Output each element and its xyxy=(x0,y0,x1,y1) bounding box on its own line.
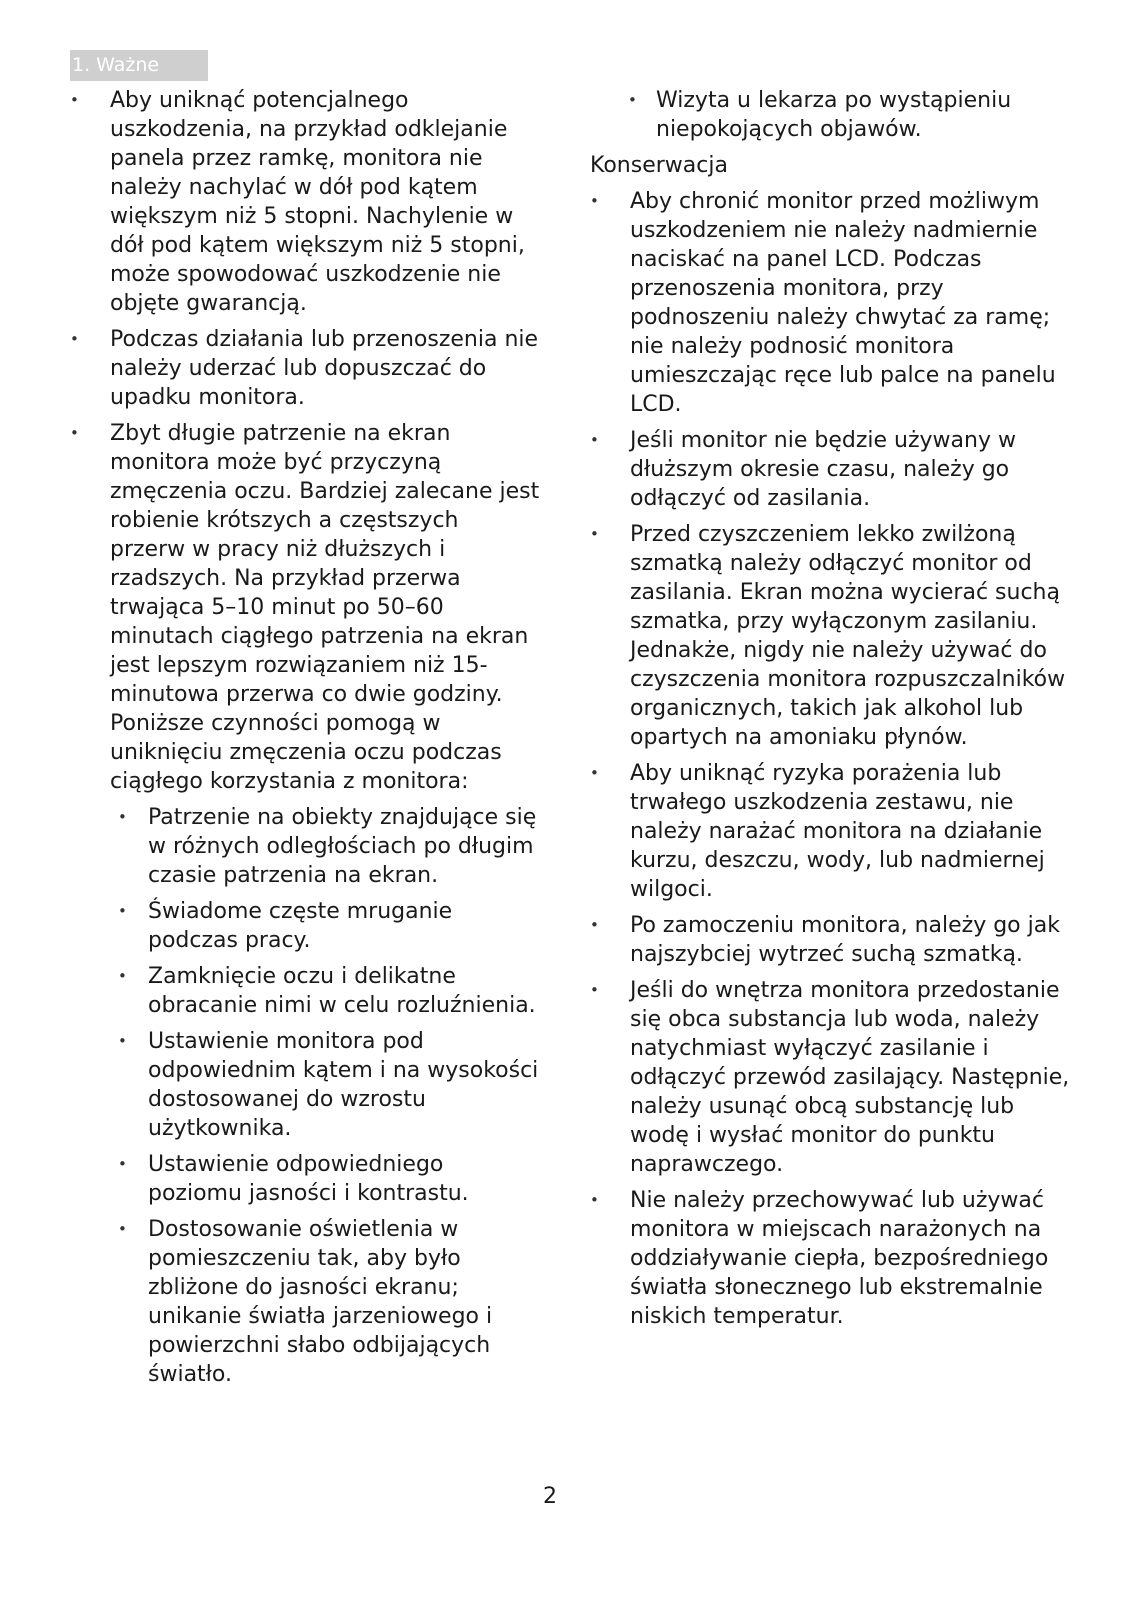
sub-list-item-text: Ustawienie monitora pod odpowiednim kątem i na wysokości dostosowanej do wzrostu użytkownika. xyxy=(148,1029,539,1141)
sub-bullet-list xyxy=(110,803,540,1389)
list-item: • Po zamoczeniu monitora, należy go jak najszybciej wytrzeć suchą szmatką. xyxy=(590,911,1070,969)
list-item: • Jeśli do wnętrza monitora przedostanie się obca substancja lub woda, należy natychmiast wyłączyć zasilanie i odłączyć przewód zasilający. Następnie, należy usunąć obcą substancję lub wodę i wysłać monitor do punktu naprawczego. xyxy=(590,976,1070,1179)
list-item: • Przed czyszczeniem lekko zwilżoną szmatką należy odłączyć monitor od zasilania. Ekran można wycierać suchą szmatka, przy wyłączonym zasilaniu. Jednakże, nigdy nie należy używać do czyszczenia monitora rozpuszczalników organicznych, takich jak alkohol lub opartych na amoniaku płynów. xyxy=(590,520,1070,752)
list-item xyxy=(70,419,540,1389)
right-column xyxy=(590,86,1070,1338)
list-item: • Nie należy przechowywać lub używać monitora w miejscach narażonych na oddziaływanie ciepła, bezpośredniego światła słonecznego lub ekstremalnie niskich temperatur. xyxy=(590,1186,1070,1331)
sub-list-item xyxy=(110,1150,540,1208)
sub-list-item xyxy=(590,86,1070,144)
list-item: • Jeśli monitor nie będzie używany w dłuższym okresie czasu, należy go odłączyć od zasilania. xyxy=(590,426,1070,513)
section-label: 1. Ważne xyxy=(70,50,208,81)
sub-list-item xyxy=(110,897,540,955)
list-item: • Aby chronić monitor przed możliwym uszkodzeniem nie należy nadmiernie naciskać na panel LCD. Podczas przenoszenia monitora, przy podnoszeniu należy chwytać za ramę; nie należy podnosić monitora umieszczając ręce lub palce na panelu LCD. xyxy=(590,187,1070,419)
list-item: • Podczas działania lub przenoszenia nie należy uderzać lub dopuszczać do upadku monitora. xyxy=(70,325,540,412)
sub-list-item xyxy=(110,1027,540,1143)
list-item: • Aby uniknąć potencjalnego uszkodzenia, na przykład odklejanie panela przez ramkę, monitora nie należy nachylać w dół pod kątem większym niż 5 stopni. Nachylenie w dół pod kątem większym niż 5 stopni, może spowodować uszkodzenie nie objęte gwarancją. xyxy=(70,86,540,318)
sub-list-item xyxy=(110,803,540,890)
sub-list-item-text: Dostosowanie oświetlenia w pomieszczeniu tak, aby było zbliżone do jasności ekranu; unikanie światła jarzeniowego i powierzchni słabo odbijających światło. xyxy=(148,1217,493,1387)
sub-list-item-text: Wizyta u lekarza po wystąpieniu niepokojących objawów. xyxy=(656,88,1012,142)
section-heading: Konserwacja xyxy=(590,153,728,178)
sub-bullet-list xyxy=(590,86,1070,144)
sub-list-item xyxy=(110,1215,540,1389)
page-number: 2 xyxy=(543,1484,557,1509)
sub-list-item-text: Patrzenie na obiekty znajdujące się w różnych odległościach po długim czasie patrzenia na ekran. xyxy=(148,805,537,888)
list-item-text: Zbyt długie patrzenie na ekran monitora może być przyczyną zmęczenia oczu. Bardziej zalecane jest robienie krótszych a częstszych przerw w pracy niż dłuższych i rzadszych. Na przykład przerwa trwająca 5–10 minut po 50–60 minutach ciągłego patrzenia na ekran jest lepszym rozwiązaniem niż 15-minutowa przerwa co dwie godziny. Poniższe czynności pomogą w uniknięciu zmęczenia oczu podczas ciągłego korzystania z monitora: xyxy=(110,421,540,794)
bullet-list xyxy=(70,86,540,1389)
bullet-list xyxy=(590,187,1070,1331)
left-column xyxy=(70,86,540,1396)
sub-list-item-text: Zamknięcie oczu i delikatne obracanie nimi w celu rozluźnienia. xyxy=(148,964,536,1018)
list-item: • Aby uniknąć ryzyka porażenia lub trwałego uszkodzenia zestawu, nie należy narażać monitora na działanie kurzu, deszczu, wody, lub nadmiernej wilgoci. xyxy=(590,759,1070,904)
sub-list-item-text: Świadome częste mruganie podczas pracy. xyxy=(148,899,453,953)
sub-list-item xyxy=(110,962,540,1020)
sub-list-item-text: Ustawienie odpowiedniego poziomu jasności i kontrastu. xyxy=(148,1152,469,1206)
